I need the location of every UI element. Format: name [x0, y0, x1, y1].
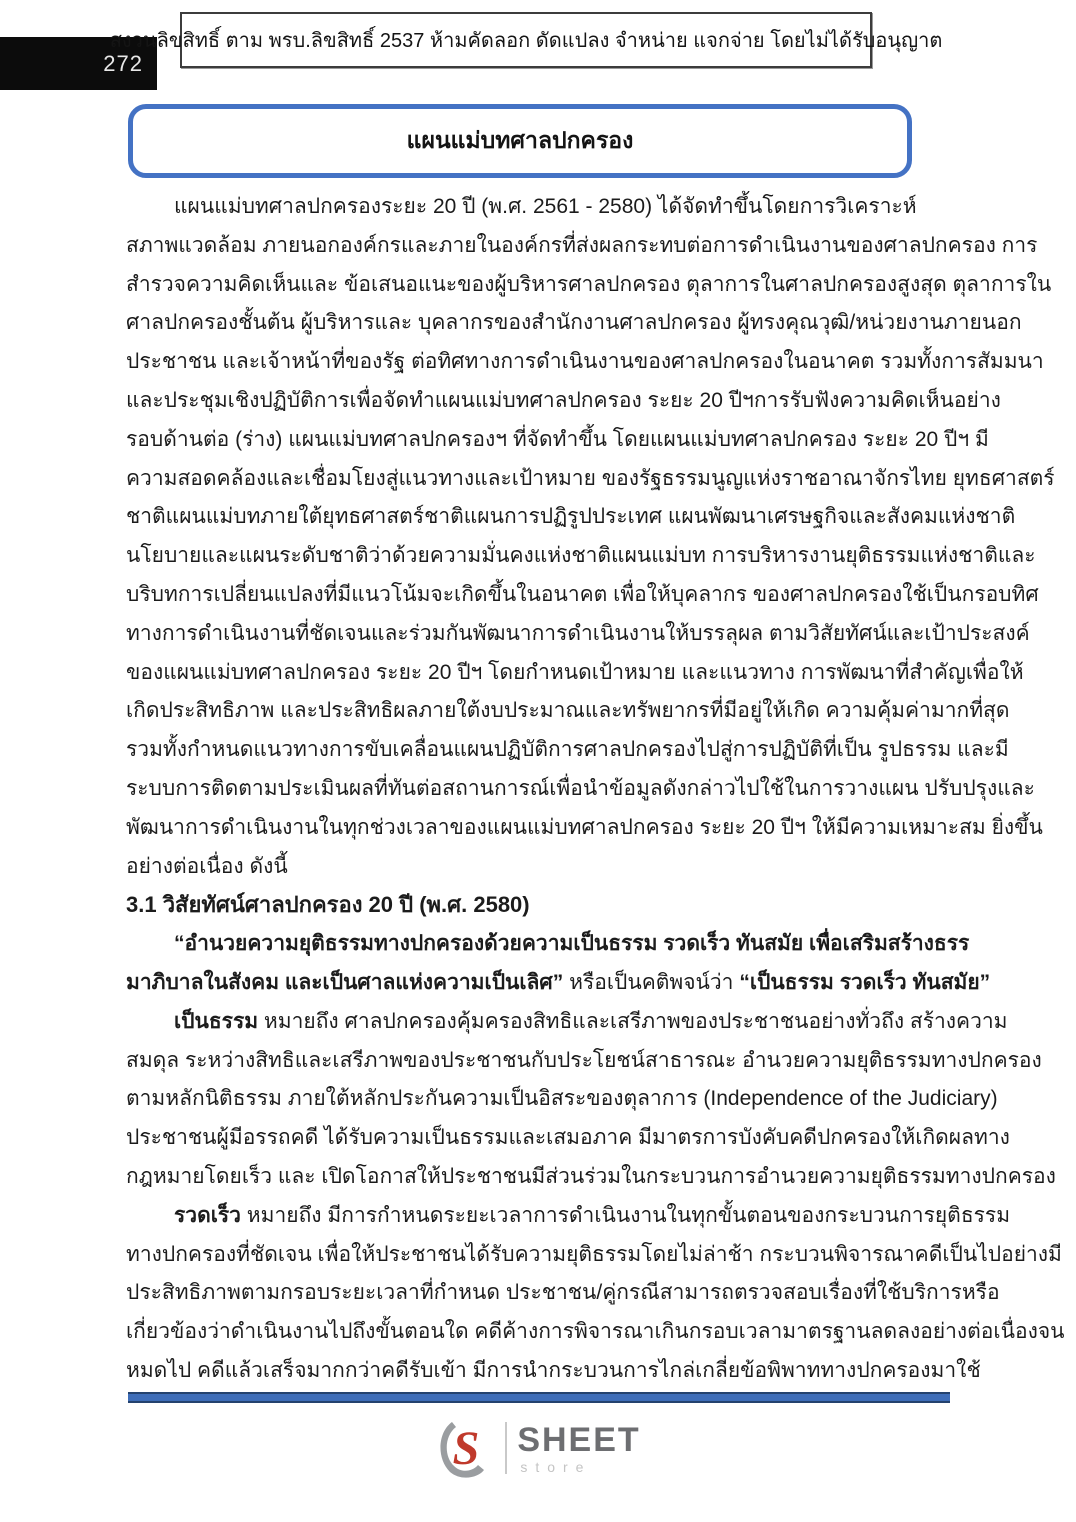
- vision-motto: “เป็นธรรม รวดเร็ว ทันสมัย”: [739, 970, 991, 994]
- svg-text:S: S: [452, 1422, 480, 1475]
- fair-term: เป็นธรรม: [174, 1009, 259, 1033]
- fast-paragraph-line: ประสิทธิภาพตามกรอบระยะเวลาที่กำหนด ประชาชน/คู่กรณีสามารถตรวจสอบเรื่องที่ใช้บริการหรือ: [126, 1281, 1000, 1305]
- title-box: [128, 104, 912, 178]
- fast-paragraph-line: หมดไป คดีแล้วเสร็จมากกว่าคดีรับเข้า มีการนำกระบวนการไกล่เกลี่ยข้อพิพาททางปกครองมาใช้: [126, 1358, 981, 1382]
- text-line: และประชุมเชิงปฏิบัติการเพื่อจัดทำแผนแม่บทศาลปกครอง ระยะ 20 ปีฯการรับฟังความคิดเห็นอย่าง: [126, 388, 1001, 412]
- text-line: ชาติแผนแม่บทภายใต้ยุทธศาสตร์ชาติแผนการปฏิรูปประเทศ แผนพัฒนาเศรษฐกิจและสังคมแห่งชาติ: [126, 505, 1016, 529]
- page-title: แผนแม่บทศาลปกครอง: [406, 127, 634, 153]
- vision-quote-part: หรือเป็นคติพจน์ว่า: [563, 970, 740, 994]
- text-line: อย่างต่อเนื่อง ดังนี้: [126, 854, 288, 878]
- vision-quote-line: “อำนวยความยุติธรรมทางปกครองด้วยความเป็นธรรม รวดเร็ว ทันสมัย เพื่อเสริมสร้างธรร: [174, 932, 970, 956]
- text-line: ของแผนแม่บทศาลปกครอง ระยะ 20 ปีฯ โดยกำหนดเป้าหมาย และแนวทาง การพัฒนาที่สำคัญเพื่อให้: [126, 660, 1024, 684]
- text-line: พัฒนาการดำเนินงานในทุกช่วงเวลาของแผนแม่บทศาลปกครอง ระยะ 20 ปีฯ ให้มีความเหมาะสม ยิ่งขึ้น: [126, 815, 1043, 839]
- text-line: รวมทั้งกำหนดแนวทางการขับเคลื่อนแผนปฏิบัติการศาลปกครองไปสู่การปฏิบัติที่เป็น รูปธรรม และมี: [126, 738, 1009, 762]
- brand-subtitle: store: [520, 1458, 592, 1475]
- fast-paragraph-line: ทางปกครองที่ชัดเจน เพื่อให้ประชาชนได้รับความยุติธรรมโดยไม่ล่าช้า กระบวนพิจารณาคดีเป็นไปอย่างมี: [126, 1242, 1062, 1266]
- sheet-logo-icon: [435, 1417, 495, 1479]
- text-line: ประชาชน และเจ้าหน้าที่ของรัฐ ต่อทิศทางการดำเนินงานของศาลปกครองในอนาคต รวมทั้งการสัมมนา: [126, 350, 1044, 374]
- brand-name: SHEET: [517, 1420, 641, 1459]
- fast-paragraph-line: [126, 1197, 1011, 1236]
- fair-paragraph-line: สมดุล ระหว่างสิทธิและเสรีภาพของประชาชนกับประโยชน์สาธารณะ อำนวยความยุติธรรมทางปกครอง: [126, 1048, 1042, 1072]
- text-line: ทางการดำเนินงานที่ชัดเจนและร่วมกันพัฒนาการดำเนินงานให้บรรลุผล ตามวิสัยทัศน์และเป้าประสงค์: [126, 621, 1030, 645]
- body-text: [126, 188, 1065, 1391]
- text-line: นโยบายและแผนระดับชาติว่าด้วยความมั่นคงแห่งชาติแผนแม่บท การบริหารงานยุติธรรมแห่งชาติและ: [126, 544, 1036, 568]
- fast-paragraph-line: เกี่ยวข้องว่าดำเนินงานไปถึงขั้นตอนใด คดีค้างการพิจารณาเกินกรอบเวลามาตรฐานลดลงอย่างต่อเนื่องจน: [126, 1320, 1065, 1344]
- fast-term: รวดเร็ว: [174, 1203, 241, 1227]
- fast-text: หมายถึง มีการกำหนดระยะเวลาการดำเนินงานในทุกขั้นตอนของกระบวนการยุติธรรม: [240, 1203, 1011, 1227]
- page-number: 272: [103, 50, 143, 76]
- text-line: สภาพแวดล้อม ภายนอกองค์กรและภายในองค์กรที่ส่งผลกระทบต่อการดำเนินงานของศาลปกครอง การ: [126, 233, 1038, 257]
- footer-divider-bar: [128, 1392, 950, 1403]
- text-line: ความสอดคล้องและเชื่อมโยงสู่แนวทางและเป้าหมาย ของรัฐธรรมนูญแห่งราชอาณาจักรไทย ยุทธศาสตร์: [126, 466, 1055, 490]
- section-heading: 3.1 วิสัยทัศน์ศาลปกครอง 20 ปี (พ.ศ. 2580): [126, 892, 530, 918]
- text-line: เกิดประสิทธิภาพ และประสิทธิผลภายใต้งบประมาณและทรัพยากรที่มีอยู่ให้เกิด ความคุ้มค่ามากที่สุด: [126, 699, 1010, 723]
- fair-paragraph-line: กฎหมายโดยเร็ว และ เปิดโอกาสให้ประชาชนมีส่วนร่วมในกระบวนการอำนวยความยุติธรรมทางปกครอง: [126, 1164, 1056, 1188]
- text-line: แผนแม่บทศาลปกครองระยะ 20 ปี (พ.ศ. 2561 - 2580) ได้จัดทำขึ้นโดยการวิเคราะห์: [174, 195, 917, 218]
- copyright-text: สงวนลิขสิทธิ์ ตาม พรบ.ลิขสิทธิ์ 2537 ห้ามคัดลอก ดัดแปลง จำหน่าย แจกจ่าย โดยไม่ได้รับอนุญาต: [109, 30, 943, 52]
- text-line: บริบทการเปลี่ยนแปลงที่มีแนวโน้มจะเกิดขึ้นในอนาคต เพื่อให้บุคลากร ของศาลปกครองใช้เป็นกรอบทิศ: [126, 582, 1039, 606]
- vision-quote-part: มาภิบาลในสังคม และเป็นศาลแห่งความเป็นเลิศ”: [126, 970, 564, 994]
- fair-text: หมายถึง ศาลปกครองคุ้มครองสิทธิและเสรีภาพของประชาชนอย่างทั่วถึง สร้างความ: [258, 1009, 1008, 1033]
- fair-paragraph-line: ประชาชนผู้มีอรรถคดี ได้รับความเป็นธรรมและเสมอภาค มีมาตรการบังคับคดีปกครองให้เกิดผลทาง: [126, 1126, 1010, 1150]
- text-line: ระบบการติดตามประเมินผลที่ทันต่อสถานการณ์เพื่อนำข้อมูลดังกล่าวไปใช้ในการวางแผน ปรับปรุงและ: [126, 776, 1035, 800]
- text-line: สำรวจความคิดเห็นและ ข้อเสนอแนะของผู้บริหารศาลปกครอง ตุลาการในศาลปกครองสูงสุด ตุลาการใน: [126, 272, 1052, 296]
- fair-paragraph-line: [126, 1003, 1008, 1042]
- fair-paragraph-line: ตามหลักนิติธรรม ภายใต้หลักประกันความเป็นอิสระของตุลาการ (Independence of the Judiciary): [126, 1087, 998, 1111]
- vision-quote-line: [126, 964, 991, 1003]
- logo-divider: [505, 1422, 507, 1474]
- text-line: รอบด้านต่อ (ร่าง) แผนแม่บทศาลปกครองฯ ที่จัดทำขึ้น โดยแผนแม่บทศาลปกครอง ระยะ 20 ปีฯ มี: [126, 427, 989, 451]
- footer-logo: [0, 1412, 1076, 1484]
- logo-wordmark: [517, 1420, 641, 1475]
- text-line: ศาลปกครองชั้นต้น ผู้บริหารและ บุคลากรของสำนักงานศาลปกครอง ผู้ทรงคุณวุฒิ/หน่วยงานภายนอก: [126, 311, 1022, 335]
